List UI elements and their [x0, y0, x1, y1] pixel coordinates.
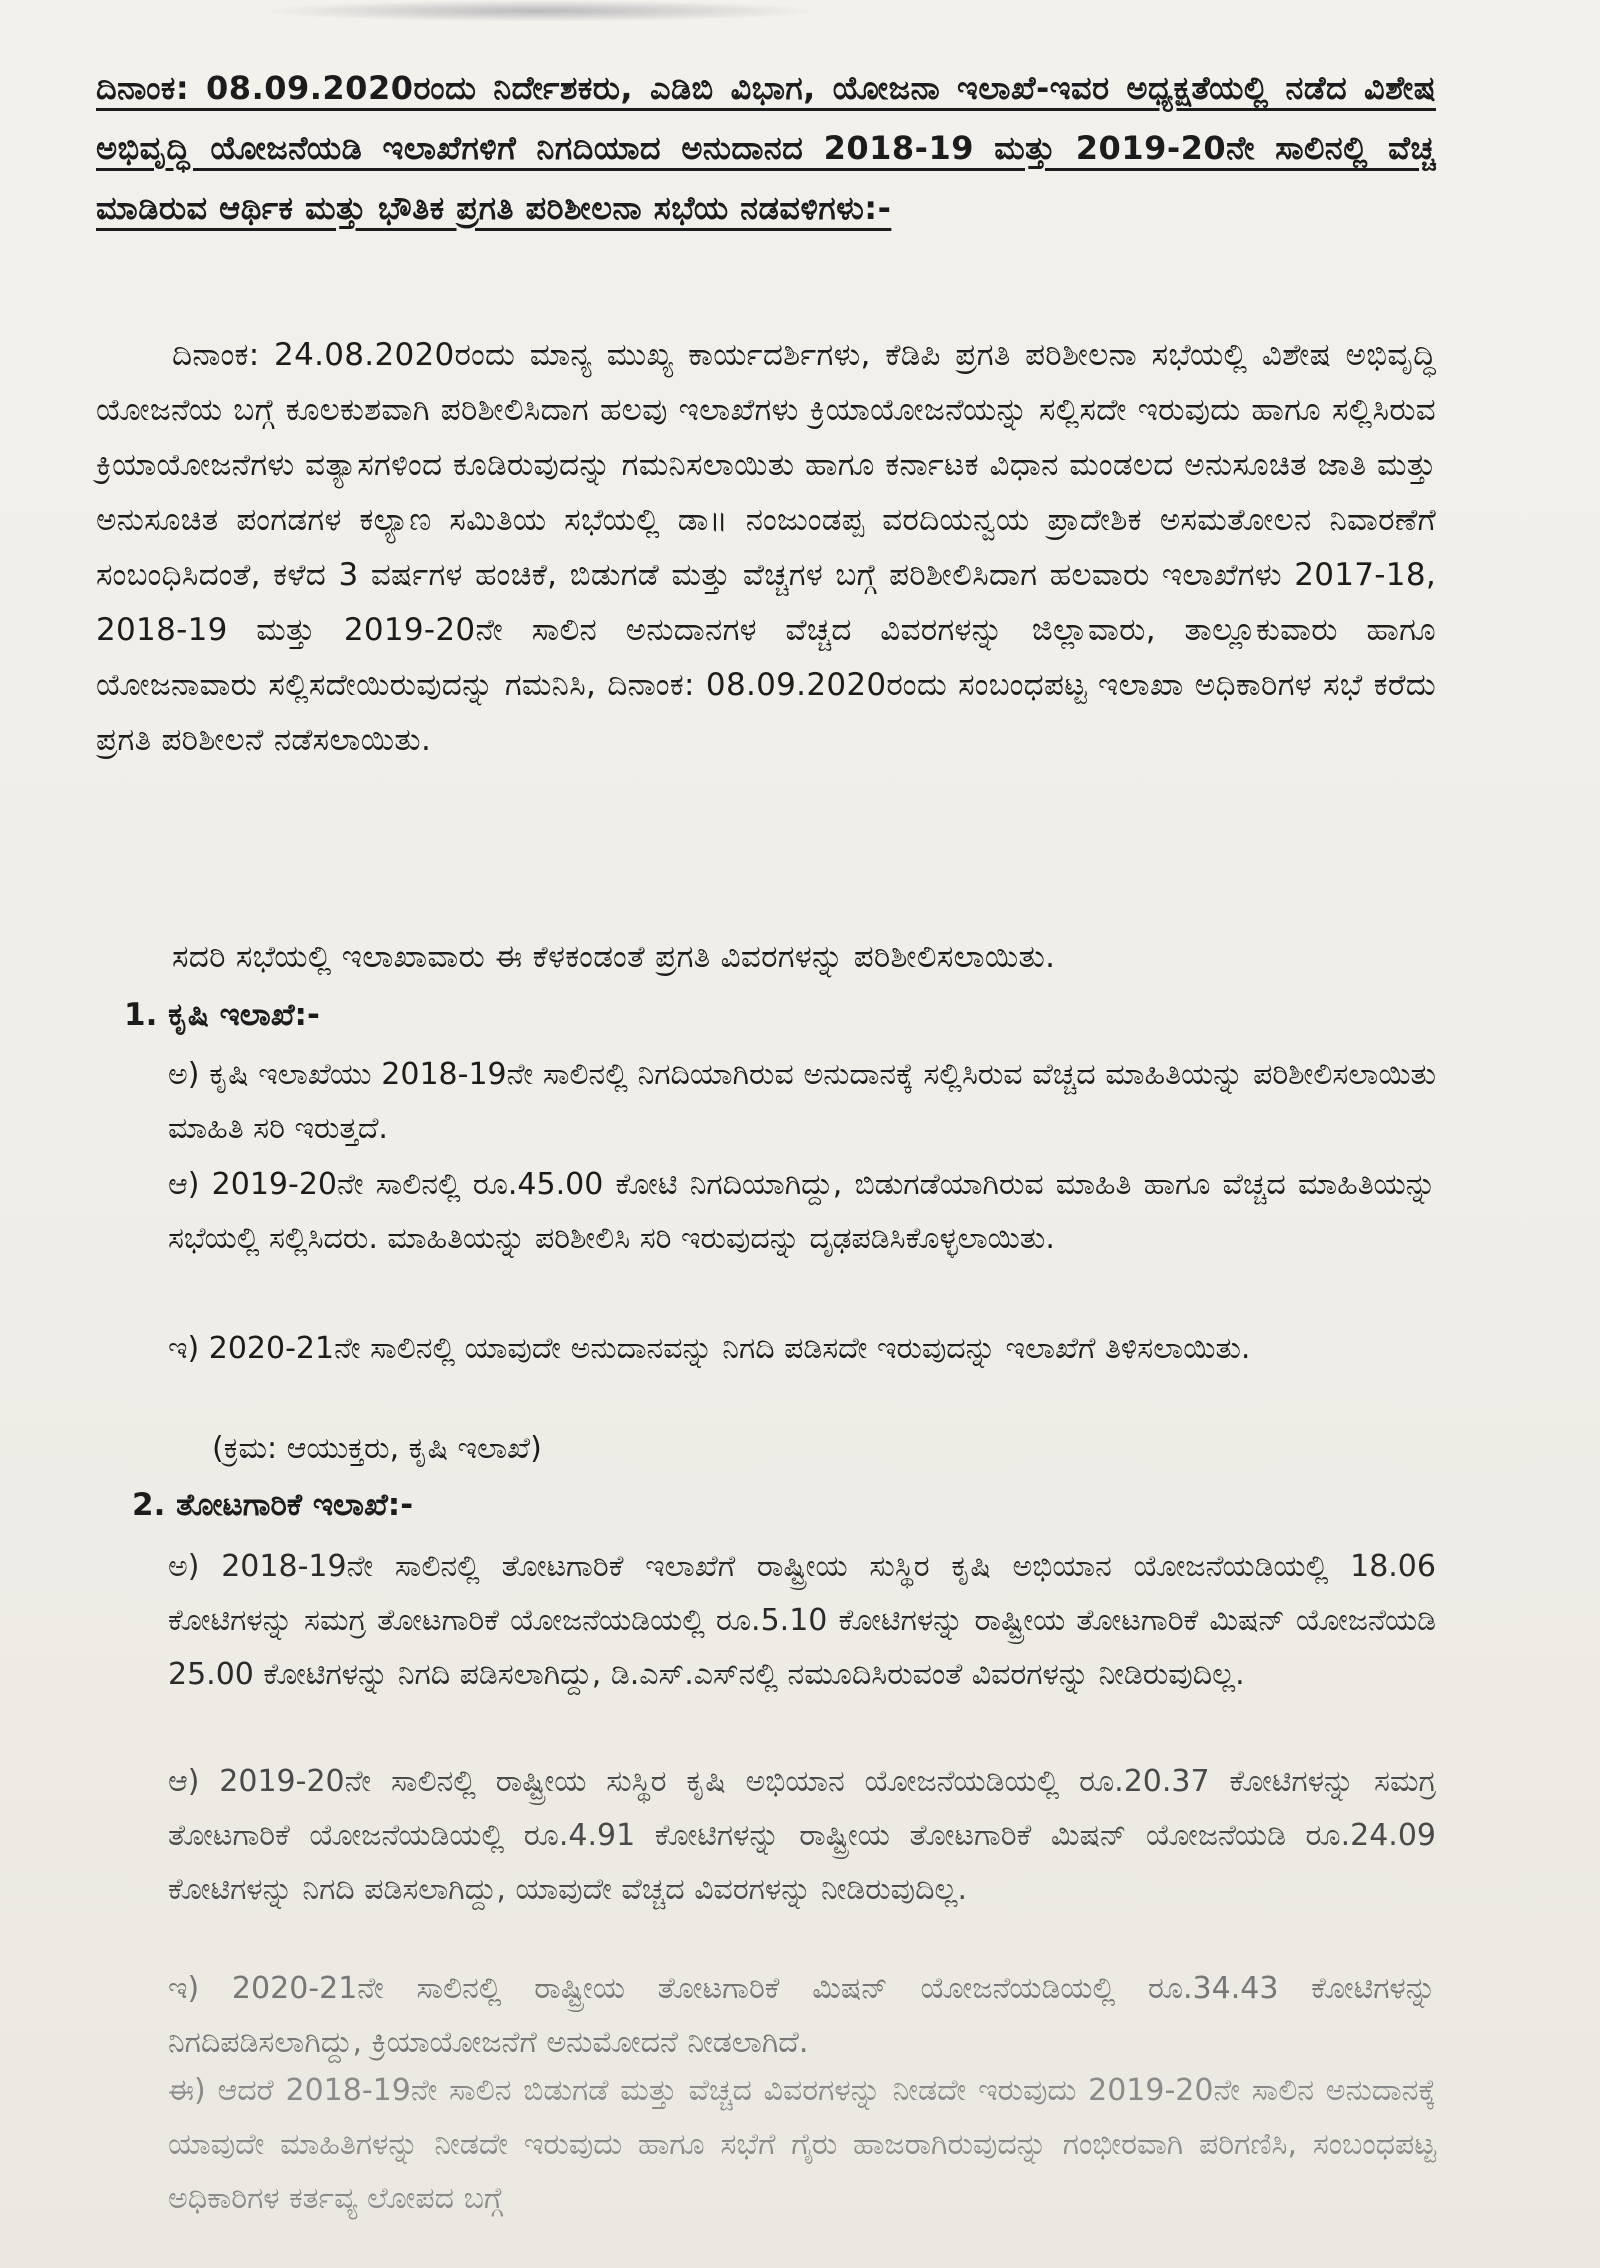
document-title: ದಿನಾಂಕ: 08.09.2020ರಂದು ನಿರ್ದೇಶಕರು, ಎಡಿಬಿ ವಿಭಾಗ, ಯೋಜನಾ ಇಲಾಖೆ-ಇವರ ಅಧ್ಯಕ್ಷತೆಯಲ್ಲಿ ನಡೆದ ವಿಶೇಷ ಅಭಿವೃದ್ಧಿ ಯೋಜನೆಯಡಿ ಇಲಾಖೆಗಳಿಗೆ ನಿಗದಿಯಾದ ಅನುದಾನದ 2018-19 ಮತ್ತು 2019-20ನೇ ಸಾಲಿನಲ್ಲಿ ವೆಚ್ಚ ಮಾಡಿರುವ ಆರ್ಥಿಕ ಮತ್ತು ಭೌತಿಕ ಪ್ರಗತಿ ಪರಿಶೀಲನಾ ಸಭೆಯ ನಡವಳಿಗಳು:-	[96, 69, 1436, 227]
section-heading-agriculture: 1. ಕೃಷಿ ಇಲಾಖೆ:-	[124, 997, 320, 1033]
summary-paragraph: ಸದರಿ ಸಭೆಯಲ್ಲಿ ಇಲಾಖಾವಾರು ಈ ಕೆಳಕಂಡಂತೆ ಪ್ರಗತಿ ವಿವರಗಳನ್ನು ಪರಿಶೀಲಿಸಲಾಯಿತು.	[172, 939, 1056, 975]
horticulture-item-d: ಈ) ಆದರೆ 2018-19ನೇ ಸಾಲಿನ ಬಿಡುಗಡೆ ಮತ್ತು ವೆಚ್ಚದ ವಿವರಗಳನ್ನು ನೀಡದೇ ಇರುವುದು 2019-20ನೇ ಸಾಲಿನ ಅನುದಾನಕ್ಕೆ ಯಾವುದೇ ಮಾಹಿತಿಗಳನ್ನು ನೀಡದೇ ಇರುವುದು ಹಾಗೂ ಸಭೆಗೆ ಗೈರು ಹಾಜರಾಗಿರುವುದನ್ನು ಗಂಭೀರವಾಗಿ ಪರಿಗಣಿಸಿ, ಸಂಬಂಧಪಟ್ಟ ಅಧಿಕಾರಿಗಳ ಕರ್ತವ್ಯ ಲೋಪದ ಬಗ್ಗೆ	[168, 2073, 1436, 2216]
horticulture-item-b: ಆ) 2019-20ನೇ ಸಾಲಿನಲ್ಲಿ ರಾಷ್ಟ್ರೀಯ ಸುಸ್ಥಿರ ಕೃಷಿ ಅಭಿಯಾನ ಯೋಜನೆಯಡಿಯಲ್ಲಿ ರೂ.20.37 ಕೋಟಿಗಳನ್ನು ಸಮಗ್ರ ತೋಟಗಾರಿಕೆ ಯೋಜನೆಯಡಿಯಲ್ಲಿ ರೂ.4.91 ಕೋಟಿಗಳನ್ನು ರಾಷ್ಟ್ರೀಯ ತೋಟಗಾರಿಕೆ ಮಿಷನ್ ಯೋಜನೆಯಡಿ ರೂ.24.09 ಕೋಟಿಗಳನ್ನು ನಿಗದಿ ಪಡಿಸಲಾಗಿದ್ದು, ಯಾವುದೇ ವೆಚ್ಚದ ವಿವರಗಳನ್ನು ನೀಡಿರುವುದಿಲ್ಲ.	[168, 1764, 1436, 1907]
agriculture-item-a: ಅ) ಕೃಷಿ ಇಲಾಖೆಯು 2018-19ನೇ ಸಾಲಿನಲ್ಲಿ ನಿಗದಿಯಾಗಿರುವ ಅನುದಾನಕ್ಕೆ ಸಲ್ಲಿಸಿರುವ ವೆಚ್ಚದ ಮಾಹಿತಿಯನ್ನು ಪರಿಶೀಲಿಸಲಾಯಿತು ಮಾಹಿತಿ ಸರಿ ಇರುತ್ತದೆ.	[168, 1057, 1436, 1146]
agriculture-item-c: ಇ) 2020-21ನೇ ಸಾಲಿನಲ್ಲಿ ಯಾವುದೇ ಅನುದಾನವನ್ನು ನಿಗದಿ ಪಡಿಸದೇ ಇರುವುದನ್ನು ಇಲಾಖೆಗೆ ತಿಳಿಸಲಾಯಿತು.	[168, 1331, 1251, 1366]
section-heading-horticulture: 2. ತೋಟಗಾರಿಕೆ ಇಲಾಖೆ:-	[132, 1487, 414, 1523]
intro-paragraph: ದಿನಾಂಕ: 24.08.2020ರಂದು ಮಾನ್ಯ ಮುಖ್ಯ ಕಾರ್ಯದರ್ಶಿಗಳು, ಕೆಡಿಪಿ ಪ್ರಗತಿ ಪರಿಶೀಲನಾ ಸಭೆಯಲ್ಲಿ ವಿಶೇಷ ಅಭಿವೃದ್ಧಿ ಯೋಜನೆಯ ಬಗ್ಗೆ ಕೂಲಕುಶವಾಗಿ ಪರಿಶೀಲಿಸಿದಾಗ ಹಲವು ಇಲಾಖೆಗಳು ಕ್ರಿಯಾಯೋಜನೆಯನ್ನು ಸಲ್ಲಿಸದೇ ಇರುವುದು ಹಾಗೂ ಸಲ್ಲಿಸಿರುವ ಕ್ರಿಯಾಯೋಜನೆಗಳು ವತ್ಯಾಸಗಳಿಂದ ಕೂಡಿರುವುದನ್ನು ಗಮನಿಸಲಾಯಿತು ಹಾಗೂ ಕರ್ನಾಟಕ ವಿಧಾನ ಮಂಡಲದ ಅನುಸೂಚಿತ ಜಾತಿ ಮತ್ತು ಅನುಸೂಚಿತ ಪಂಗಡಗಳ ಕಲ್ಯಾಣ ಸಮಿತಿಯ ಸಭೆಯಲ್ಲಿ ಡಾ॥ ನಂಜುಂಡಪ್ಪ ವರದಿಯನ್ವಯ ಪ್ರಾದೇಶಿಕ ಅಸಮತೋಲನ ನಿವಾರಣೆಗೆ ಸಂಬಂಧಿಸಿದಂತೆ, ಕಳೆದ 3 ವರ್ಷಗಳ ಹಂಚಿಕೆ, ಬಿಡುಗಡೆ ಮತ್ತು ವೆಚ್ಚಗಳ ಬಗ್ಗೆ ಪರಿಶೀಲಿಸಿದಾಗ ಹಲವಾರು ಇಲಾಖೆಗಳು 2017-18, 2018-19 ಮತ್ತು 2019-20ನೇ ಸಾಲಿನ ಅನುದಾನಗಳ ವೆಚ್ಚದ ವಿವರಗಳನ್ನು ಜಿಲ್ಲಾವಾರು, ತಾಲ್ಲೂಕುವಾರು ಹಾಗೂ ಯೋಜನಾವಾರು ಸಲ್ಲಿಸದೇಯಿರುವುದನ್ನು ಗಮನಿಸಿ, ದಿನಾಂಕ: 08.09.2020ರಂದು ಸಂಬಂಧಪಟ್ಟ ಇಲಾಖಾ ಅಧಿಕಾರಿಗಳ ಸಭೆ ಕರೆದು ಪ್ರಗತಿ ಪರಿಶೀಲನೆ ನಡೆಸಲಾಯಿತು.	[96, 337, 1436, 758]
horticulture-item-c: ಇ) 2020-21ನೇ ಸಾಲಿನಲ್ಲಿ ರಾಷ್ಟ್ರೀಯ ತೋಟಗಾರಿಕೆ ಮಿಷನ್ ಯೋಜನೆಯಡಿಯಲ್ಲಿ ರೂ.34.43 ಕೋಟಿಗಳನ್ನು ನಿಗದಿಪಡಿಸಲಾಗಿದ್ದು, ಕ್ರಿಯಾಯೋಜನೆಗೆ ಅನುಮೋದನೆ ನೀಡಲಾಗಿದೆ.	[168, 1971, 1436, 2060]
agriculture-item-b: ಆ) 2019-20ನೇ ಸಾಲಿನಲ್ಲಿ ರೂ.45.00 ಕೋಟಿ ನಿಗದಿಯಾಗಿದ್ದು, ಬಿಡುಗಡೆಯಾಗಿರುವ ಮಾಹಿತಿ ಹಾಗೂ ವೆಚ್ಚದ ಮಾಹಿತಿಯನ್ನು ಸಭೆಯಲ್ಲಿ ಸಲ್ಲಿಸಿದರು. ಮಾಹಿತಿಯನ್ನು ಪರಿಶೀಲಿಸಿ ಸರಿ ಇರುವುದನ್ನು ದೃಢಪಡಿಸಿಕೊಳ್ಳಲಾಯಿತು.	[168, 1167, 1436, 1256]
agriculture-action-note: (ಕ್ರಮ: ಆಯುಕ್ತರು, ಕೃಷಿ ಇಲಾಖೆ)	[212, 1431, 542, 1466]
scan-shadow	[260, 0, 820, 22]
horticulture-item-a: ಅ) 2018-19ನೇ ಸಾಲಿನಲ್ಲಿ ತೋಟಗಾರಿಕೆ ಇಲಾಖೆಗೆ ರಾಷ್ಟ್ರೀಯ ಸುಸ್ಥಿರ ಕೃಷಿ ಅಭಿಯಾನ ಯೋಜನೆಯಡಿಯಲ್ಲಿ 18.06 ಕೋಟಿಗಳನ್ನು ಸಮಗ್ರ ತೋಟಗಾರಿಕೆ ಯೋಜನೆಯಡಿಯಲ್ಲಿ ರೂ.5.10 ಕೋಟಿಗಳನ್ನು ರಾಷ್ಟ್ರೀಯ ತೋಟಗಾರಿಕೆ ಮಿಷನ್ ಯೋಜನೆಯಡಿ 25.00 ಕೋಟಿಗಳನ್ನು ನಿಗದಿ ಪಡಿಸಲಾಗಿದ್ದು, ಡಿ.ಎಸ್.ಎಸ್‌ನಲ್ಲಿ ನಮೂದಿಸಿರುವಂತೆ ವಿವರಗಳನ್ನು ನೀಡಿರುವುದಿಲ್ಲ.	[168, 1549, 1436, 1692]
